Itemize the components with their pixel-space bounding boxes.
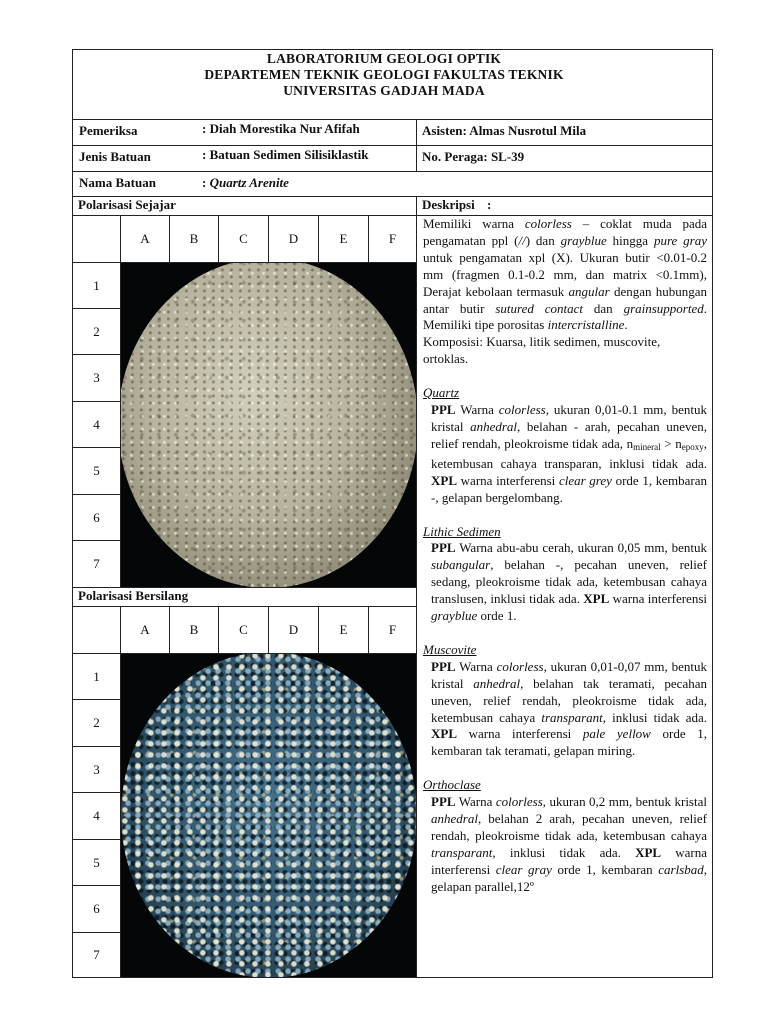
ppl-col-header: D [268,215,319,263]
grid-corner [72,606,121,654]
ppl-col-header: E [318,215,369,263]
ppl-col-header: A [120,215,170,263]
xpl-col-header: B [169,606,219,654]
xpl-col-header: F [368,606,417,654]
ppl-row-header: 1 [72,262,121,309]
ppl-col-header: B [169,215,219,263]
jenis-batuan-label: Jenis Batuan [79,149,151,164]
lithic-description: PPL Warna abu-abu cerah, ukuran 0,05 mm, bentuk subangular, belahan -, pecahan uneven, relief sedang, pleokroisme tidak ada, ketembusan cahaya translusen, inklusi tidak ada. XPL warna interferensi grayblue orde 1. [431,540,708,624]
jenis-batuan-value: : Batuan Sedimen Silisiklastik [202,147,369,162]
quartz-description: PPL Warna colorless, ukuran 0,01-0.1 mm, bentuk kristal anhedral, belahan - arah, pecahan uneven, relief rendah, pleokroisme tidak ada, $n_{mineral} > n_{epoxy}$, ketembusan cahaya transparan, inklusi tidak ada. XPL warna interferensi clear grey orde 1, kembaran -, gelapan bergelombang. [431,402,708,505]
xpl-row-header: 5 [72,839,121,886]
ppl-field-of-view [121,263,416,587]
xpl-row-header: 2 [72,699,121,747]
ppl-col-header: C [218,215,269,263]
pemeriksa-value: : Diah Morestika Nur Afifah [202,121,360,136]
quartz-title: Quartz [423,385,460,401]
xpl-row-header: 7 [72,932,121,978]
ppl-micrograph [121,263,416,587]
ppl-row-header: 3 [72,354,121,402]
department-title: DEPARTEMEN TEKNIK GEOLOGI FAKULTAS TEKNIK [204,67,564,82]
ppl-row-header: 7 [72,540,121,588]
xpl-row-header: 4 [72,792,121,840]
komposisi-text: Komposisi: Kuarsa, litik sedimen, muscovite, ortoklas. [423,334,661,367]
ppl-row-header: 2 [72,308,121,355]
ppl-row-header: 4 [72,401,121,448]
deskripsi-colon: : [487,197,492,212]
xpl-col-header: D [268,606,319,654]
orthoclase-description: PPL Warna colorless, ukuran 0,2 mm, bentuk kristal anhedral, belahan 2 arah, pecahan uneven, relief rendah, pleokroisme tidak ada, ketembusan cahaya transparant, inklusi tidak ada. XPL warna interferensi clear gray orde 1, kembaran carlsbad, gelapan parallel,12º [431,794,707,894]
ppl-col-header: F [368,215,417,263]
grid-corner [72,215,121,263]
description-body [423,216,707,896]
pemeriksa-label: Pemeriksa [79,123,138,138]
muscovite-title: Muscovite [423,641,477,657]
xpl-section-title: Polarisasi Bersilang [78,588,189,603]
xpl-row-header: 3 [72,746,121,793]
xpl-row-header: 6 [72,885,121,933]
nama-batuan-label: Nama Batuan [79,175,156,190]
lithic-title: Lithic Sedimen [423,523,501,539]
divider [416,119,417,171]
university-title: UNIVERSITAS GADJAH MADA [283,83,485,98]
ppl-row-header: 6 [72,494,121,541]
xpl-col-header: C [218,606,269,654]
ppl-section-title: Polarisasi Sejajar [78,197,176,212]
ppl-row-header: 5 [72,447,121,495]
orthoclase-title: Orthoclase [423,777,481,793]
xpl-col-header: A [120,606,170,654]
nama-batuan-value: : Quartz Arenite [202,175,289,190]
deskripsi-title: Deskripsi [422,197,475,212]
divider [72,119,713,120]
lab-title: LABORATORIUM GEOLOGI OPTIK [266,51,502,66]
xpl-col-header: E [318,606,369,654]
xpl-field-of-view [121,654,416,977]
peraga-field: No. Peraga: SL-39 [422,149,525,164]
asisten-field: Asisten: Almas Nusrotul Mila [422,123,587,138]
divider [72,171,713,172]
general-description: Memiliki warna colorless – coklat muda pada pengamatan ppl (//) dan grayblue hingga pure gray untuk pengamatan xpl (X). Ukuran butir <0.01-0.2 mm (fragmen 0.1-0.2 mm, dan matrix <0.1mm), Derajat kebolaan termasuk angular dengan hubungan antar butir sutured contact dan grainsupported. Memiliki tipe porositas intercristalline. [423,216,708,333]
muscovite-description: PPL Warna colorless, ukuran 0,01-0,07 mm, bentuk kristal anhedral, belahan tak teramati, pecahan uneven, relief rendah, pleokroisme tidak ada, ketembusan cahaya transparant, inklusi tidak ada. XPL warna interferensi pale yellow orde 1, kembaran tak teramati, gelapan miring. [431,658,707,759]
divider [72,145,713,146]
xpl-row-header: 1 [72,653,121,700]
xpl-micrograph [121,654,416,977]
